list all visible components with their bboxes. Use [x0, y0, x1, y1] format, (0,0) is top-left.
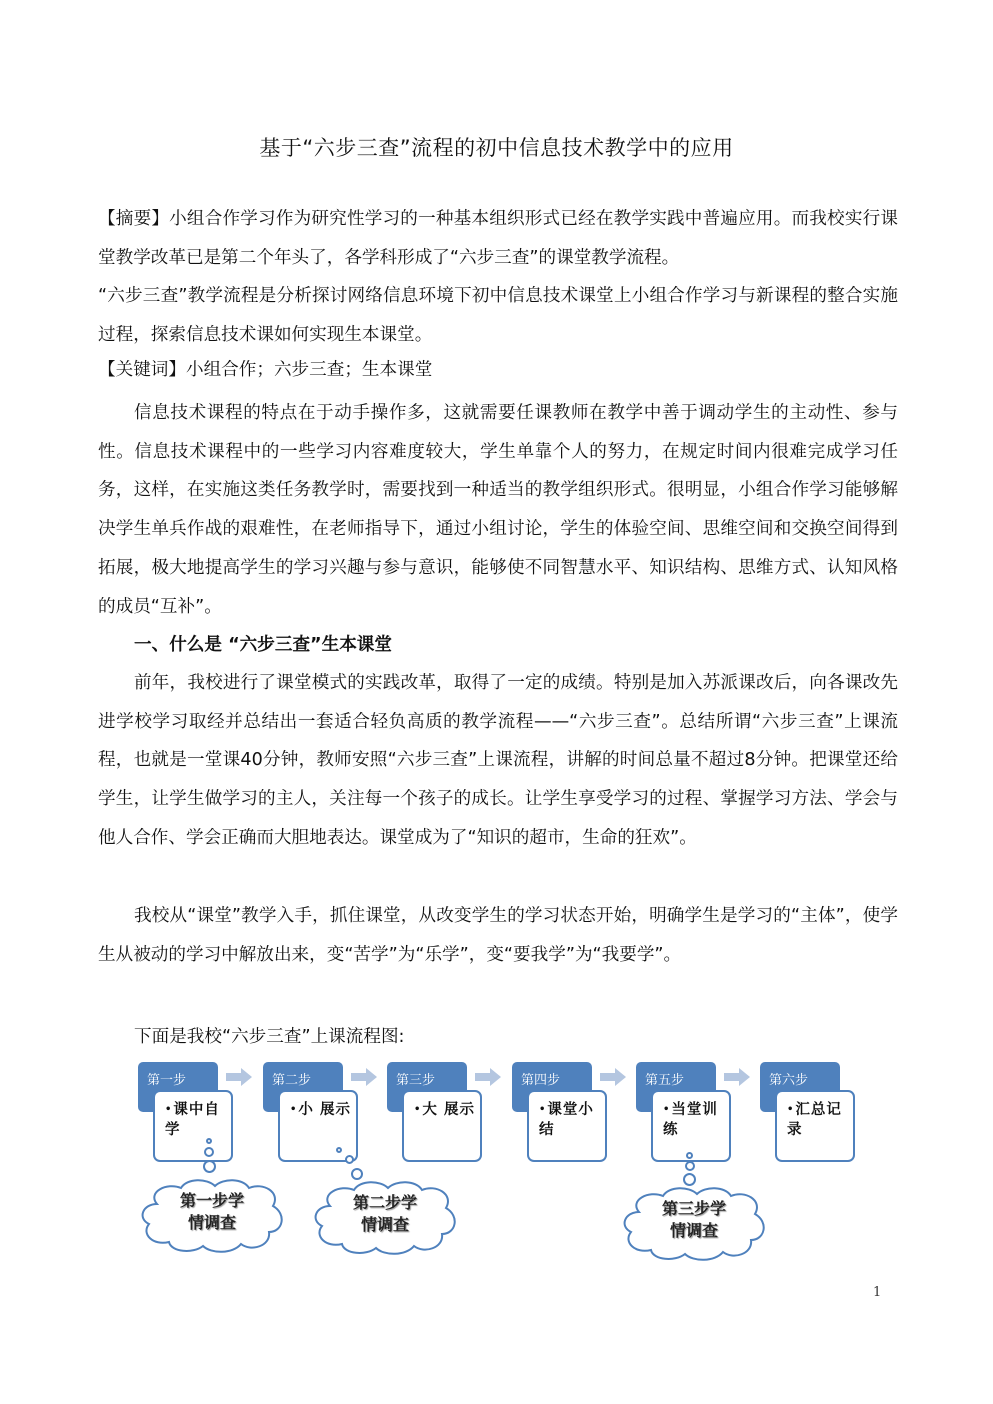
step-5-content: •当堂训练	[651, 1090, 731, 1162]
keywords-line: 【关键词】小组合作；六步三查；生本课堂	[98, 360, 433, 380]
step-3-content: •大 展示	[402, 1090, 482, 1162]
thought-bubble-dot	[203, 1160, 216, 1173]
step-6-label: 第六步	[769, 1073, 809, 1088]
step-1-content: •课中自学	[153, 1090, 233, 1162]
check-cloud-1-text: 第一步学 情调查	[179, 1191, 244, 1232]
step-3-label: 第三步	[396, 1073, 436, 1088]
thought-bubble-dot	[206, 1138, 212, 1144]
step-1-label: 第一步	[147, 1073, 187, 1088]
bullet-icon: •	[290, 1104, 298, 1115]
check-cloud-2	[310, 1178, 460, 1256]
document-title: 基于“六步三查”流程的初中信息技术教学中的应用	[259, 136, 734, 160]
thought-bubble-dot	[685, 1161, 695, 1171]
bullet-icon: •	[663, 1104, 671, 1115]
step-4-label: 第四步	[521, 1073, 561, 1088]
step-2-content: •小 展示	[278, 1090, 358, 1162]
bullet-icon: •	[539, 1104, 547, 1115]
page-number: 1	[873, 1285, 882, 1300]
section-heading-1: 一、什么是 “六步三查”生本课堂	[134, 635, 392, 655]
thought-bubble-dot	[336, 1147, 342, 1153]
arrow-right-icon	[724, 1068, 750, 1086]
arrow-right-icon	[226, 1068, 252, 1086]
step-4-content: •课堂小结	[527, 1090, 607, 1162]
check-cloud-3	[619, 1184, 769, 1262]
abstract-text-cont: “六步三查”教学流程是分析探讨网络信息环境下初中信息技术课堂上小组合作学习与新课程的整合实施过程，探索信息技术课如何实现生本课堂。	[98, 286, 898, 346]
bullet-icon: •	[414, 1104, 422, 1115]
bullet-icon: •	[165, 1104, 173, 1115]
check-cloud-3-text: 第三步学 情调查	[661, 1199, 726, 1240]
body-paragraph-3: 我校从“课堂”教学入手，抓住课堂，从改变学生的学习状态开始，明确学生是学习的“主体”，使学生从被动的学习中解放出来，变“苦学”为“乐学”，变“要我学”为“我要学”。	[98, 906, 898, 965]
body-paragraph-4: 下面是我校“六步三查”上课流程图:	[134, 1027, 405, 1047]
step-5-label: 第五步	[645, 1073, 685, 1088]
thought-bubble-dot	[345, 1155, 354, 1164]
step-6-content: •汇总记录	[775, 1090, 855, 1162]
check-cloud-2-text: 第二步学 情调查	[352, 1193, 417, 1234]
thought-bubble-dot	[686, 1152, 693, 1159]
thought-bubble-dot	[204, 1147, 214, 1157]
body-paragraph-1: 信息技术课程的特点在于动手操作多，这就需要任课教师在教学中善于调动学生的主动性、参与性。信息技术课程中的一些学习内容难度较大，学生单靠个人的努力，在规定时间内很难完成学习任务，这样，在实施这类任务教学时，需要找到一种适当的教学组织形式。很明显，小组合作学习能够解决学生单兵作战的艰难性，在老师指导下，通过小组讨论，学生的体验空间、思维空间和交换空间得到拓展，极大地提高学生的学习兴趣与参与意识，能够使不同智慧水平、知识结构、思维方式、认知风格的成员“互补”。	[98, 403, 898, 617]
check-cloud-1	[137, 1176, 287, 1254]
abstract-text: 【摘要】小组合作学习作为研究性学习的一种基本组织形式已经在教学实践中普遍应用。而我校实行课堂教学改革已是第二个年头了，各学科形成了“六步三查”的课堂教学流程。	[98, 209, 898, 268]
arrow-right-icon	[475, 1068, 501, 1086]
arrow-right-icon	[351, 1068, 377, 1086]
bullet-icon: •	[787, 1104, 795, 1115]
step-2-label: 第二步	[272, 1073, 312, 1088]
arrow-right-icon	[600, 1068, 626, 1086]
abstract-paragraph	[98, 200, 898, 355]
body-paragraph-2: 前年，我校进行了课堂模式的实践改革，取得了一定的成绩。特别是加入苏派课改后，向各课改先进学校学习取经并总结出一套适合轻负高质的教学流程——“六步三查”。总结所谓“六步三查”上课流程，也就是一堂课40分钟，教师安照“六步三查”上课流程，讲解的时间总量不超过8分钟。把课堂还给学生，让学生做学习的主人，关注每一个孩子的成长。让学生享受学习的过程、掌握学习方法、学会与他人合作、学会正确而大胆地表达。课堂成为了“知识的超市，生命的狂欢”。	[98, 673, 898, 848]
